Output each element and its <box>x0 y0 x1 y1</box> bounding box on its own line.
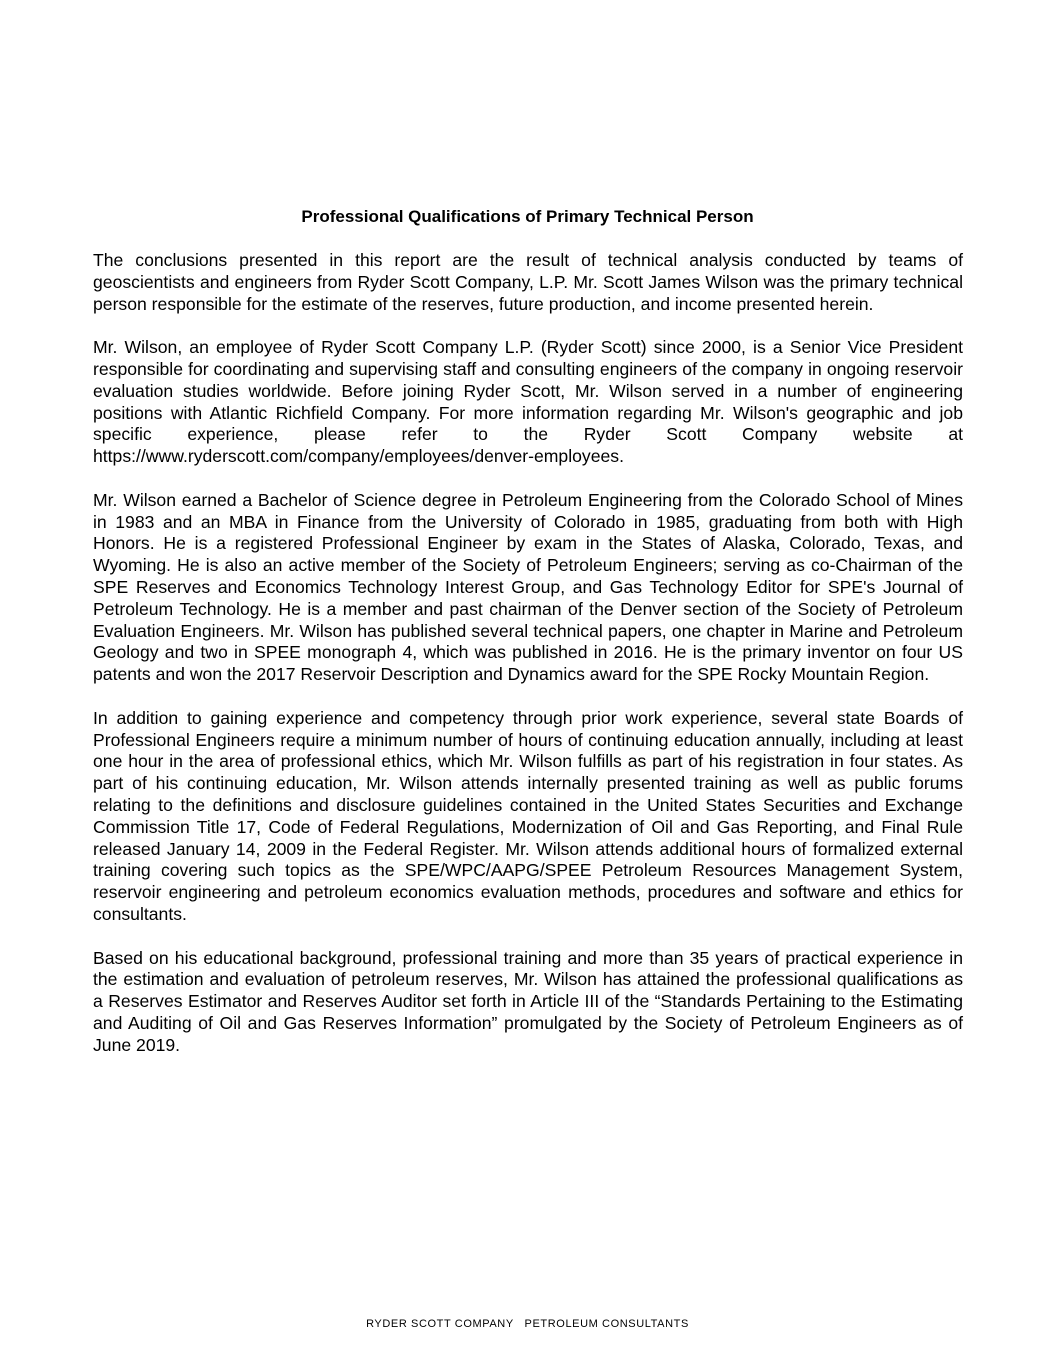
page-title: Professional Qualifications of Primary Technical Person <box>301 207 754 226</box>
page-footer: RYDER SCOTT COMPANY PETROLEUM CONSULTANTS <box>366 1318 689 1330</box>
paragraph-employment: Mr. Wilson, an employee of Ryder Scott Company L.P. (Ryder Scott) since 2000, is a Senior Vice President responsible for coordinating and supervising staff and consulting engineers of the company in ongoing reservoir evaluation studies worldwide. Before joining Ryder Scott, Mr. Wilson served in a number of engineering positions with Atlantic Richfield Company. For more information regarding Mr. Wilson's geographic and job specific experience, please refer to the Ryder Scott Company website at https://www.ryderscott.com/company/employees/denver-employees. <box>93 337 963 467</box>
paragraph-continuing-education: In addition to gaining experience and competency through prior work experience, several state Boards of Professional Engineers require a minimum number of hours of continuing education annually, including at least one hour in the area of professional ethics, which Mr. Wilson fulfills as part of his registration in four states. As part of his continuing education, Mr. Wilson attends internally presented training as well as public forums relating to the definitions and disclosure guidelines contained in the United States Securities and Exchange Commission Title 17, Code of Federal Regulations, Modernization of Oil and Gas Reporting, and Final Rule released January 14, 2009 in the Federal Register. Mr. Wilson attends additional hours of formalized external training covering such topics as the SPE/WPC/AAPG/SPEE Petroleum Resources Management System, reservoir engineering and petroleum economics evaluation methods, procedures and software and ethics for consultants. <box>93 707 963 924</box>
paragraph-qualifications: Based on his educational background, professional training and more than 35 years of practical experience in the estimation and evaluation of petroleum reserves, Mr. Wilson has attained the professional qualifications as a Reserves Estimator and Reserves Auditor set forth in Article III of the “Standards Pertaining to the Estimating and Auditing of Oil and Gas Reserves Information” promulgated by the Society of Petroleum Engineers as of June 2019. <box>93 947 963 1055</box>
paragraph-education: Mr. Wilson earned a Bachelor of Science degree in Petroleum Engineering from the Colorado School of Mines in 1983 and an MBA in Finance from the University of Colorado in 1985, graduating from both with High Honors. He is a registered Professional Engineer by exam in the States of Alaska, Colorado, Texas, and Wyoming. He is also an active member of the Society of Petroleum Engineers; serving as co-Chairman of the SPE Reserves and Economics Technology Interest Group, and Gas Technology Editor for SPE's Journal of Petroleum Technology. He is a member and past chairman of the Denver section of the Society of Petroleum Evaluation Engineers. Mr. Wilson has published several technical papers, one chapter in Marine and Petroleum Geology and two in SPEE monograph 4, which was published in 2016. He is the primary inventor on four US patents and won the 2017 Reservoir Description and Dynamics award for the SPE Rocky Mountain Region. <box>93 489 963 685</box>
document-body <box>93 250 963 1078</box>
paragraph-conclusions: The conclusions presented in this report are the result of technical analysis conducted by teams of geoscientists and engineers from Ryder Scott Company, L.P. Mr. Scott James Wilson was the primary technical person responsible for the estimate of the reserves, future production, and income presented herein. <box>93 250 963 314</box>
